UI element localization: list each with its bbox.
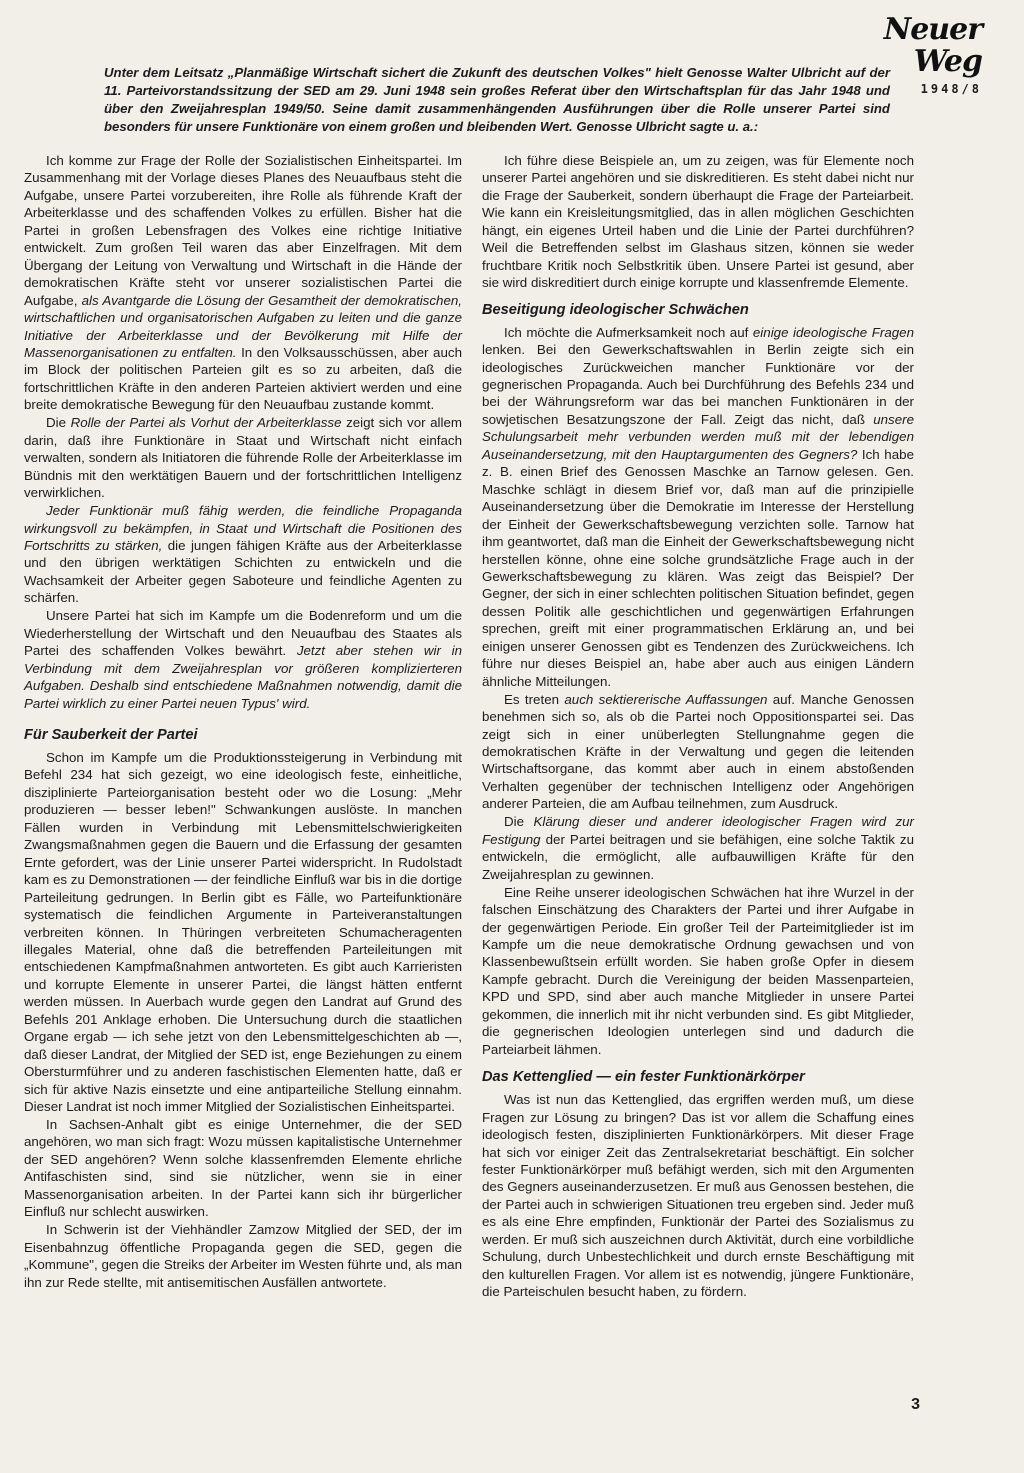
paragraph: Eine Reihe unserer ideologischen Schwächen hat ihre Wurzel in der falschen Einschätzung des Charakters der Partei und ihrer Aufgabe in der gegenwärtigen Periode. Ein großer Teil der Parteimitglieder ist im Kampfe um die neue demokratische Ordnung gewachsen und von Klassenbewußtsein erfüllt worden. Sie haben große Opfer in diesem Kampfe gebracht. Durch die Vereinigung der beiden Massenparteien, KPD und SPD, sind aber auch manche Mitglieder in unsere Partei gekommen, die innerlich mit ihr nicht verbunden sind. Es gibt Mitglieder, die gegnerischen Ideologien unterlegen sind und dadurch die Parteiarbeit lähmen. — [482, 884, 914, 1057]
paragraph: In Sachsen-Anhalt gibt es einige Unternehmer, die der SED angehören, wo man sich fragt: Wozu müssen kapitalistische Unternehmer der SED angehören? Wenn solche klassenfremden Elemente ehrliche Antifaschisten sind, sind sie nützlicher, wenn sie in einer Massenorganisation arbeiten. In der Partei kann sich ihr bürgerlicher Einfluß nur schlecht auswirken. — [24, 1117, 462, 1220]
paragraph: Schon im Kampfe um die Produktionssteigerung in Verbindung mit Befehl 234 hat sich gezeigt, wo eine ideologisch feste, einheitliche, disziplinierte Parteiorganisation besteht oder wo die Losung: „Mehr produzieren — besser leben!" Schwankungen auslöste. In manchen Fällen wurden in Verbindung mit Lebensmittelschwierigkeiten Zwangsmaßnahmen gegen die Bauern und die Erfassung der gesamten Ernte gefordert, was der Linie unserer Partei widerspricht. In Rudolstadt kam es zu Demonstrationen — der feindliche Einfluß war bis in die dortige Parteileitung gedrungen. In Berlin gibt es Fälle, wo Parteifunktionäre systematisch die feindlichen Argumente in Parteiveranstaltungen verbreiten können. In Thüringen verbreiteten Schumacheragenten illegales Material, ohne daß die betreffenden Parteileitungen mit entschiedenen Kampfmaßnahmen antworteten. Es gibt auch Karrieristen und korrupte Elemente in unserer Partei, die längst hätten entfernt werden müssen. In Auerbach wurde gegen den Landrat auf Grund des Befehls 201 Anklage erhoben. Die Untersuchung durch die staatlichen Organe ergab — ich sehe jetzt von den Lebensmittelgeschichten ab —, daß dieser Landrat, der Mitglied der SED ist, enge Beziehungen zu einem Obersturmführer und zu anderen faschistischen Elementen hatte, daß er sich für aktive Nazis einsetzte und eine antiparteiliche Stellung einnahm. Dieser Landrat ist noch immer Mitglied der Sozialistischen Einheitspartei. — [24, 750, 462, 1115]
section-heading: Das Kettenglied — ein fester Funktionärkörper — [482, 1069, 805, 1086]
paragraph: Es treten auch sektiererische Auffassungen auf. Manche Genossen benehmen sich so, als ob die Partei noch Oppositionspartei sei. Das zeigt sich in einer unüberlegten Stellungnahme gegen die demokratischen Kräfte in der Verwaltung und gegen die leitenden Wirtschaftsorgane, das kommt aber auch in einem abstoßenden Verhalten gegenüber der technischen Intelligenz oder Angehörigen anderer Parteien, die am Aufbau teilnehmen, zum Ausdruck. — [482, 691, 914, 812]
paragraph: Ich führe diese Beispiele an, um zu zeigen, was für Elemente noch unserer Partei angehören und sie diskreditieren. Es steht dabei nicht nur die Frage der Sauberkeit, sondern überhaupt die Frage der Parteiarbeit. Wie kann ein Kreisleitungsmitglied, das in allen möglichen Geschichten hängt, ein eigenes Urteil haben und die Linie der Partei durchführen? Weil die Betreffenden selbst im Glashaus sitzen, können sie weder fruchtbare Kritik noch Selbstkritik üben. Unsere Partei ist gesund, aber sie wird diskreditiert durch einige korrupte und klassenfremde Elemente. — [482, 153, 914, 291]
issue-number: 1948/8 — [920, 82, 982, 96]
section-heading: Beseitigung ideologischer Schwächen — [482, 301, 749, 318]
paragraph: Ich möchte die Aufmerksamkeit noch auf einige ideologische Fragen lenken. Bei den Gewerkschaftswahlen in Berlin zeigte sich ein ideologisches Zurückweichen mancher Funktionäre vor der gegnerischen Propaganda. Auch bei Durchführung des Befehls 234 und bei der Währungsreform war das bei manchen Funktionären in der sowjetischen Besatzungszone der Fall. Zeigt das nicht, daß unsere Schulungsarbeit mehr verbunden werden muß mit der lebendigen Auseinandersetzung, mit den Hauptargumenten des Gegners? Ich habe z. B. einen Brief des Genossen Maschke an Tarnow gelesen. Gen. Maschke schlägt in diesem Brief vor, daß man auf die prinzipielle Auseinandersetzung über die Demokratie im Interesse der Herstellung der Einheit der Gewerkschaftsbewegung verzichten solle. Tarnow hat ihm geantwortet, daß man die Einheit der Gewerkschaftsbewegung nicht herstellen könne, ohne eine solche grundsätzliche Frage auch in der Gewerkschaftsbewegung zu klären. Was zeigt das Beispiel? Der Gegner, der sich in einer schlechten politischen Situation befindet, gegen dessen Politik alle geschichtlichen und gegenwärtigen Erfahrungen sprechen, greift mit einer programmatischen Erklärung an, und bei einigen unserer Genossen gibt es Tendenzen des Zurückweichens. Ich führe nur dieses Beispiel an, habe aber auch aus einigen Ländern ähnliche Mitteilungen. — [482, 324, 915, 689]
paragraph: Die Klärung dieser und anderer ideologischer Fragen wird zur Festigung der Partei beitragen und sie befähigen, eine solche Taktik zu entwickeln, die ermöglicht, alle aufbauwilligen Kräfte für den Zweijahresplan zu gewinnen. — [482, 814, 914, 882]
section-heading: Für Sauberkeit der Partei — [24, 727, 198, 743]
page-number: 3 — [911, 1396, 920, 1413]
left-column — [24, 152, 462, 1292]
paragraph: Unsere Partei hat sich im Kampfe um die Bodenreform und um die Wiederherstellung der Wirtschaft und den Neuaufbau des Staates als Partei des schaffenden Volkes bewährt. Jetzt aber stehen wir in Verbindung mit dem Zweijahresplan vor größeren komplizierteren Aufgaben. Deshalb sind entschiedene Maßnahmen notwendig, damit die Partei wirklich zu einer Partei neuen Typus' wird. — [24, 608, 462, 711]
right-column — [482, 152, 914, 1301]
paragraph: Die Rolle der Partei als Vorhut der Arbeiterklasse zeigt sich vor allem darin, daß ihre Funktionäre in Staat und Wirtschaft nicht einfach verwalten, sondern als Initiatoren die führende Rolle der Arbeiterklasse im Bündnis mit den werktätigen Bauern und der fortschrittlichen Intelligenz verwirklichen. — [24, 415, 463, 501]
paragraph: Ich komme zur Frage der Rolle der Sozialistischen Einheitspartei. Im Zusammenhang mit der Vorlage dieses Planes des Neuaufbaus steht die Aufgabe, unsere Partei vorzubereiten, ihre Rolle als führende Kraft der Arbeiterklasse und des schaffenden Volkes zu erfüllen. Bisher hat die Partei in großen Lebensfragen des Volkes eine richtige Initiative entwickelt. Zum großen Teil waren das aber Einzelfragen. Mit dem Übergang der Leitung von Verwaltung und Wirtschaft in die Hände der demokratischen Kräfte steht vor unserer sozialistischen Partei die Aufgabe, als Avantgarde die Lösung der Gesamtheit der demokratischen, wirtschaftlichen und organisatorischen Aufgaben zu leiten und die ganze Initiative der Arbeiterklasse und der Bevölkerung mit Hilfe der Massenorganisationen zu entfalten. In den Volksausschüssen, aber auch im Block der politischen Parteien gilt es so zu arbeiten, daß die fortschrittlichen Kräfte in den anderen Parteien aktiviert werden und eine breite demokratische Bewegung für den Neuaufbau zustande kommt. — [24, 153, 462, 413]
paragraph: Jeder Funktionär muß fähig werden, die feindliche Propaganda wirkungsvoll zu bekämpfen, in Staat und Wirtschaft die Positionen des Fortschritts zu stärken, die jungen fähigen Kräfte aus der Arbeiterklasse und den übrigen werktätigen Schichten zu entwickeln und die Wachsamkeit der Arbeiter gegen Saboteure und feindliche Agenten zu schärfen. — [24, 503, 462, 606]
paragraph: Was ist nun das Kettenglied, das ergriffen werden muß, um diese Fragen zur Lösung zu bringen? Das ist vor allem die Schaffung eines ideologisch festen, disziplinierten Funktionärkörpers. Mit dieser Frage hat sich vor einiger Zeit das Zentralsekretariat beschäftigt. Ein solcher fester Funktionärkörper muß befähigt werden, sich mit den Argumenten des Gegners auseinanderzusetzen. Er muß aus Genossen bestehen, die der Partei auch in schwierigen Situationen treu ergeben sind. Jeder muß es als eine Ehre empfinden, Funktionär der Partei des Sozialismus zu werden. Er muß sich auszeichnen durch Aktivität, durch eine vorbildliche Schulung, durch Unbestechlichkeit und durch ernste Beschäftigung mit den kulturellen Fragen. Vor allem ist es notwendig, jüngere Funktionäre, die Parteischulen besucht haben, zu fördern. — [482, 1092, 914, 1300]
article-intro: Unter dem Leitsatz „Planmäßige Wirtschaft sichert die Zukunft des deutschen Volkes" hielt Genosse Walter Ulbricht auf der 11. Parteivorstandssitzung der SED am 29. Juni 1948 sein großes Referat über den Wirtschaftsplan für das Jahr 1948 und über den Zweijahresplan 1949/50. Seine damit zusammenhängenden Ausführungen über die Rolle unserer Partei sind besonders für unsere Funktionäre von einem großen und bleibenden Wert. Genosse Ulbricht sagte u. a.: — [104, 65, 890, 135]
paragraph: In Schwerin ist der Viehhändler Zamzow Mitglied der SED, der im Eisenbahnzug öffentliche Propaganda gegen die SED, gegen die „Kommune", gegen die Streiks der Arbeiter im Westen führte und, als man ihn zur Rede stellte, mit antisemitischen Ausfällen antwortete. — [24, 1222, 462, 1290]
publication-logo: Neuer Weg — [883, 12, 982, 79]
